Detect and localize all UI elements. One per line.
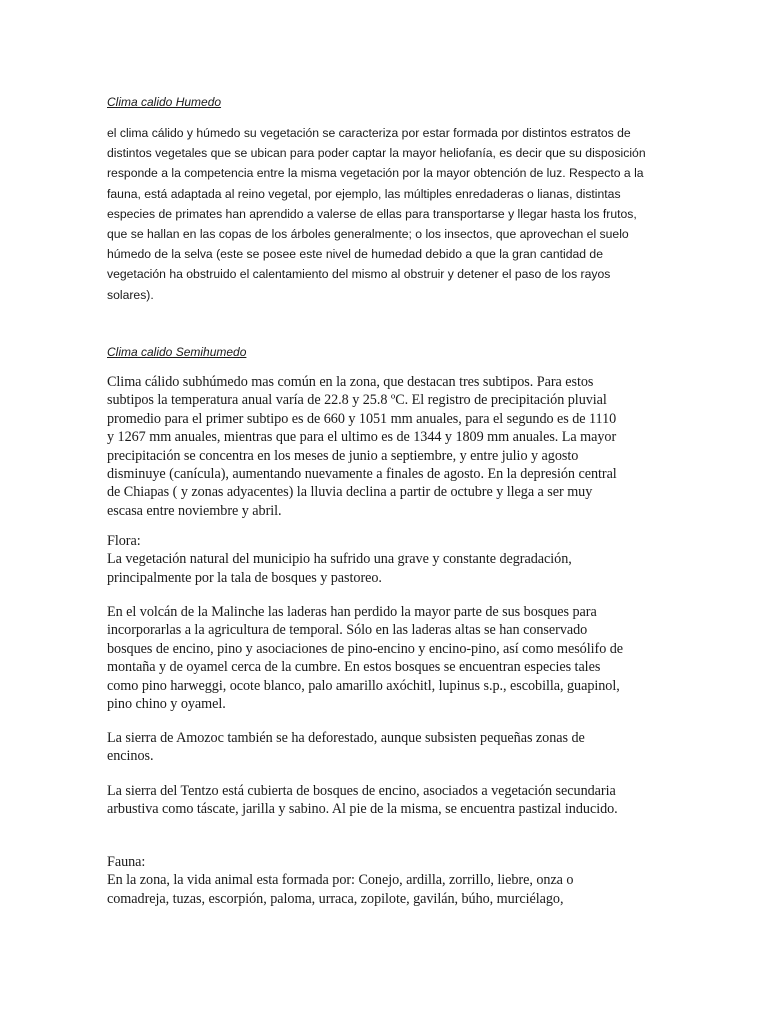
paragraph-clima-humedo	[107, 123, 663, 305]
text-line: comadreja, tuzas, escorpión, paloma, urraca, zopilote, gavilán, búho, murciélago,	[107, 890, 564, 907]
paragraph-malinche	[107, 603, 667, 713]
text-line: pino chino y oyamel.	[107, 696, 226, 713]
text-line: principalmente por la tala de bosques y pastoreo.	[107, 569, 382, 586]
paragraph-tentzo	[107, 782, 667, 819]
text-line: Clima cálido subhúmedo mas común en la zona, que destacan tres subtipos. Para estos	[107, 374, 594, 390]
text-line: responde a la competencia entre la misma vegetación por la mayor obtención de luz. Respecto a la	[107, 166, 644, 181]
text-line: especies de primates han aprendido a valerse de ellas para transportarse y llegar hasta los frutos,	[107, 206, 637, 221]
text-line: fauna, está adaptada al reino vegetal, por ejemplo, las múltiples enredaderas o lianas, distintas	[107, 186, 621, 201]
text-line: escasa entre noviembre y abril.	[107, 502, 282, 519]
text-line: húmedo de la selva (este se posee este nivel de humedad debido a que la gran cantidad de	[107, 247, 603, 262]
flora-section	[107, 532, 667, 587]
text-line: montaña y de oyamel cerca de la cumbre. En estos bosques se encuentran especies tales	[107, 659, 601, 676]
text-line: En el volcán de la Malinche las laderas han perdido la mayor parte de sus bosques para	[107, 604, 597, 620]
text-line: y 1267 mm anuales, mientras que para el ultimo es de 1344 y 1809 mm anuales. La mayor	[107, 429, 617, 446]
text-line: En la zona, la vida animal esta formada por: Conejo, ardilla, zorrillo, liebre, onza o	[107, 872, 574, 889]
text-line: promedio para el primer subtipo es de 660 y 1051 mm anuales, para el segundo es de 1110	[107, 410, 617, 427]
heading-clima-calido-humedo: Clima calido Humedo	[107, 95, 222, 109]
text-line: que se hallan en las copas de los árboles generalmente; o los insectos, que aprovechan el suelo	[107, 227, 629, 242]
text-line: distintos vegetales que se ubican para poder captar la mayor heliofanía, es decir que su disposición	[107, 146, 646, 161]
text-line: La sierra del Tentzo está cubierta de bosques de encino, asociados a vegetación secundaria	[107, 783, 616, 799]
text-line: subtipos la temperatura anual varía de 22.8 y 25.8 ºC. El registro de precipitación pluvial	[107, 392, 607, 409]
fauna-label: Fauna:	[107, 854, 146, 870]
text-line: de Chiapas ( y zonas adyacentes) la lluvia declina a partir de octubre y llega a ser muy	[107, 484, 593, 501]
heading-clima-calido-semihumedo: Clima calido Semihumedo	[107, 345, 247, 359]
text-line: vegetación ha obstruido el calentamiento del mismo al obstruir y detener el paso de los rayos	[107, 267, 611, 282]
text-line: el clima cálido y húmedo su vegetación se caracteriza por estar formada por distintos estratos de	[107, 126, 631, 140]
text-line: La vegetación natural del municipio ha sufrido una grave y constante degradación,	[107, 551, 572, 568]
text-line: disminuye (canícula), aumentando nuevamente a finales de agosto. En la depresión central	[107, 466, 617, 483]
text-line: La sierra de Amozoc también se ha deforestado, aunque subsisten pequeñas zonas de	[107, 730, 585, 746]
paragraph-amozoc	[107, 729, 667, 766]
text-line: precipitación se concentra en los meses de junio a septiembre, y entre julio y agosto	[107, 447, 579, 464]
text-line: incorporarlas a la agricultura de temporal. Sólo en las laderas altas se han conservado	[107, 622, 588, 639]
text-line: arbustiva como táscate, jarilla y sabino. Al pie de la misma, se encuentra pastizal inducido.	[107, 801, 618, 818]
flora-label: Flora:	[107, 533, 141, 549]
text-line: encinos.	[107, 748, 154, 765]
text-line: como pino harweggi, ocote blanco, palo amarillo axóchitl, lupinus s.p., escobilla, guapinol,	[107, 677, 620, 694]
paragraph-semihumedo-intro	[107, 373, 667, 520]
text-line: solares).	[107, 287, 154, 302]
text-line: bosques de encino, pino y asociaciones de pino-encino y encino-pino, así como mesólifo de	[107, 640, 624, 657]
fauna-section	[107, 853, 667, 908]
